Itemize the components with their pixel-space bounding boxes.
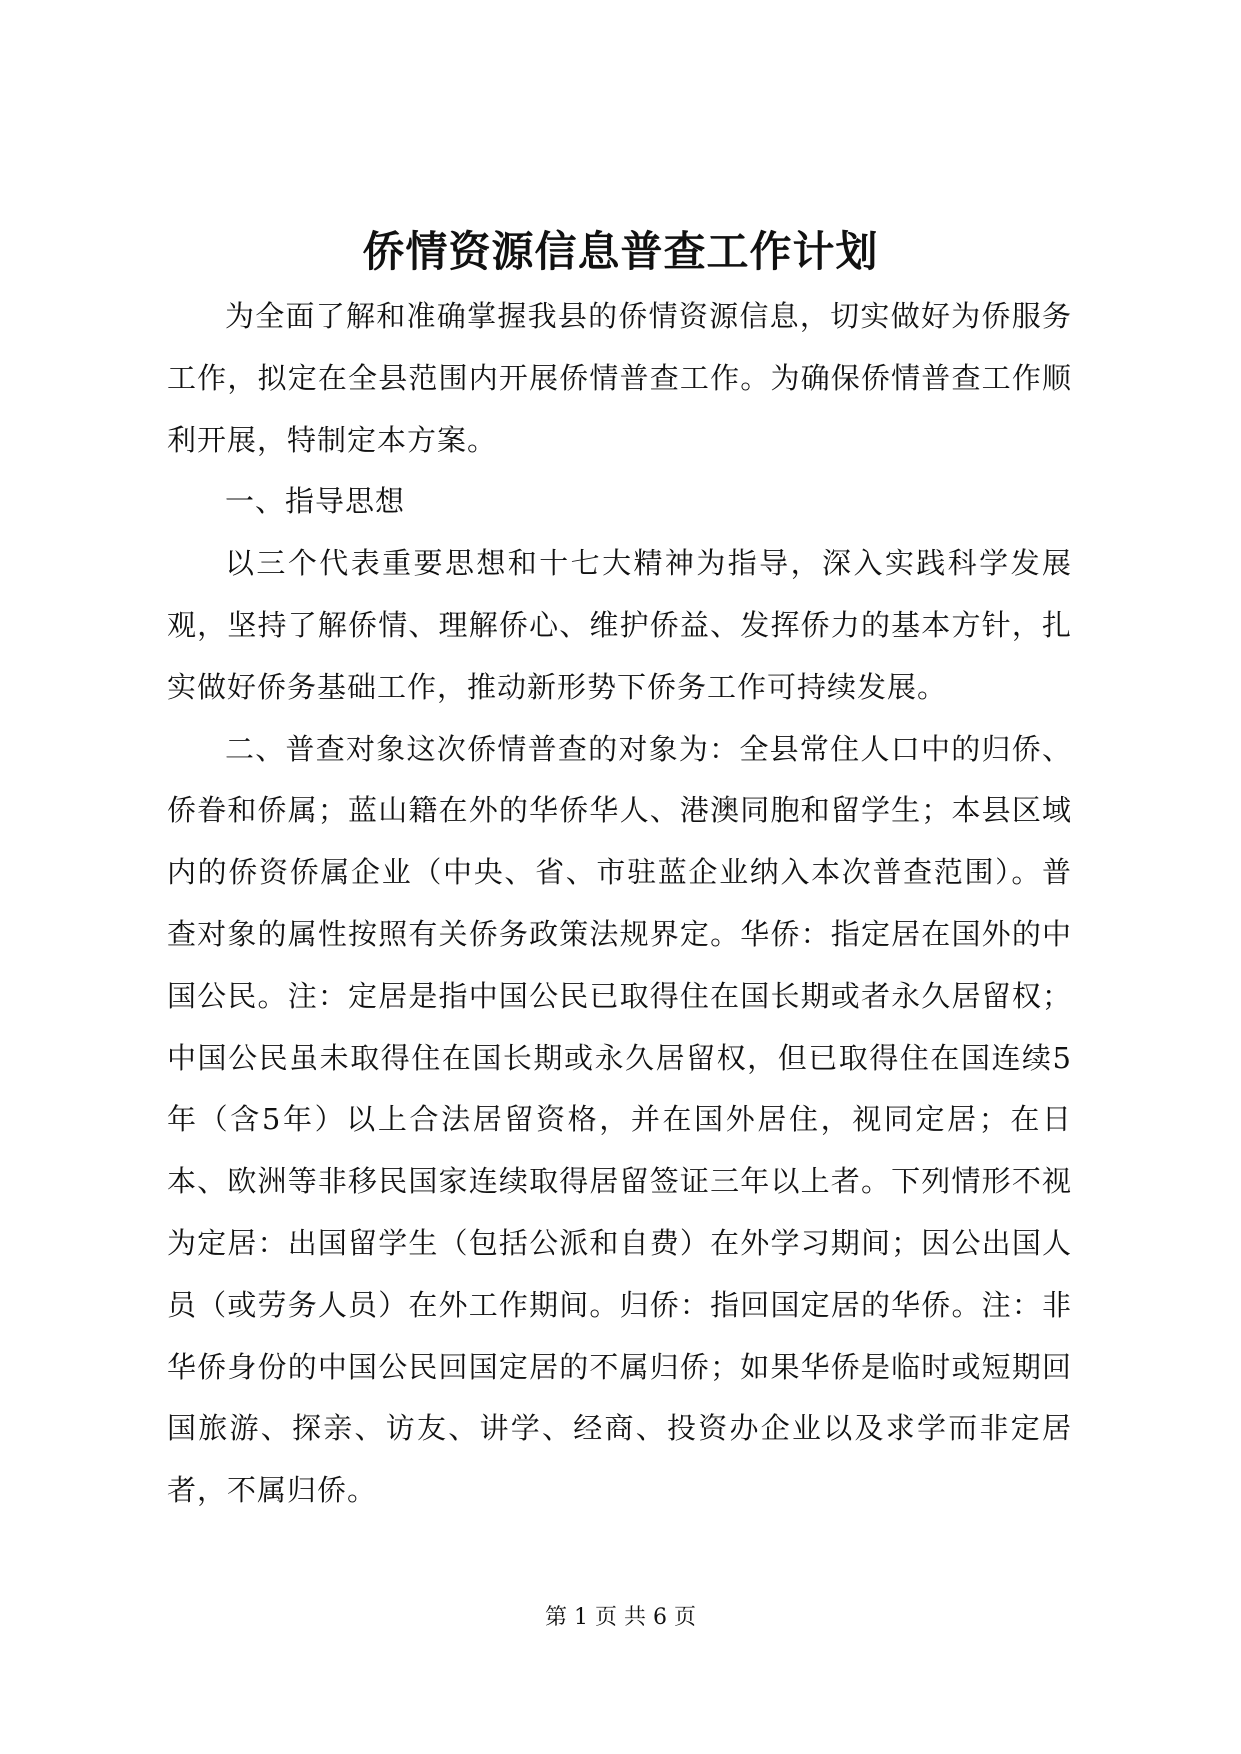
- paragraph-intro: 为全面了解和准确掌握我县的侨情资源信息，切实做好为侨服务工作，拟定在全县范围内开展侨情普查工作。为确保侨情普查工作顺利开展，特制定本方案。: [167, 299, 1072, 457]
- section-heading-guiding-thought: 一、指导思想: [225, 484, 406, 519]
- paragraph-guiding-thought: 以三个代表重要思想和十七大精神为指导，深入实践科学发展观，坚持了解侨情、理解侨心、维护侨益、发挥侨力的基本方针，扎实做好侨务基础工作，推动新形势下侨务工作可持续发展。: [167, 546, 1072, 704]
- document-body: [167, 286, 1072, 1522]
- document-title: 侨情资源信息普查工作计划: [362, 227, 879, 276]
- paragraph-survey-objects: 二、普查对象这次侨情普查的对象为：全县常住人口中的归侨、侨眷和侨属；蓝山籍在外的华侨华人、港澳同胞和留学生；本县区域内的侨资侨属企业（中央、省、市驻蓝企业纳入本次普查范围）。普查对象的属性按照有关侨务政策法规界定。华侨：指定居在国外的中国公民。注：定居是指中国公民已取得住在国长期或者永久居留权；中国公民虽未取得住在国长期或永久居留权，但已取得住在国连续5年（含5年）以上合法居留资格，并在国外居住，视同定居；在日本、欧洲等非移民国家连续取得居留签证三年以上者。下列情形不视为定居：出国留学生（包括公派和自费）在外学习期间；因公出国人员（或劳务人员）在外工作期间。归侨：指回国定居的华侨。注：非华侨身份的中国公民回国定居的不属归侨；如果华侨是临时或短期回国旅游、探亲、访友、讲学、经商、投资办企业以及求学而非定居者，不属归侨。: [167, 731, 1072, 1508]
- page-footer: 第 1 页 共 6 页: [545, 1605, 696, 1630]
